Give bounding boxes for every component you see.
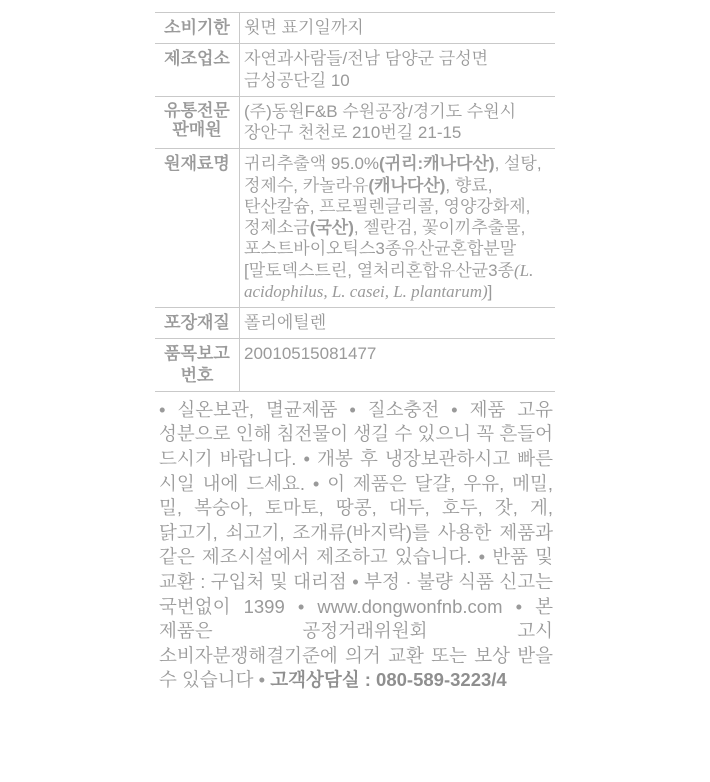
row-value-distributor: (주)동원F&B 수원공장/경기도 수원시 장안구 천천로 210번길 21-15 xyxy=(244,101,517,142)
row-key-manufacturer: 제조업소 xyxy=(155,44,240,97)
row-key-distributor-line1: 유통전문 xyxy=(164,100,230,120)
row-key-distributor-line2: 판매원 xyxy=(172,120,222,140)
row-key-expiration: 소비기한 xyxy=(155,13,240,44)
row-value-ingredients: 귀리추출액 95.0%(귀리:캐나다산), 설탕, 정제수, 카놀라유(캐나다산), 향료, 탄산칼슘, 프로필렌글리콜, 영양강화제, 정제소금(국산), 젤란검, 꽃이끼추출물, 포스트바이오틱스3종유산균혼합분말[말토덱스트린, 열처리혼합유산균3종(L. acidophilus, L. casei, L. plantarum)] xyxy=(244,154,542,301)
table-row xyxy=(155,339,555,392)
product-label xyxy=(155,12,555,701)
row-value-expiration: 윗면 표기일까지 xyxy=(244,18,364,37)
row-key-ingredients: 원재료명 xyxy=(155,149,240,308)
table-row xyxy=(155,96,555,149)
table-row xyxy=(155,149,555,308)
table-row xyxy=(155,44,555,97)
row-value-report-number: 20010515081477 xyxy=(244,344,377,364)
product-notice: • 실온보관, 멸균제품 • 질소충전 • 제품 고유 성분으로 인해 침전물이 생길 수 있으니 꼭 흔들어 드시기 바랍니다. • 개봉 후 냉장보관하시고 빠른 시일 내에 드세요. • 이 제품은 달걀, 우유, 메밀, 밀, 복숭아, 토마토, 땅콩, 대두, 호두, 잣, 게, 닭고기, 쇠고기, 조개류(바지락)를 사용한 제품과 같은 제조시설에서 제조하고 있습니다. • 반품 및 교환 : 구입처 및 대리점 • 부정 · 불량 식품 신고는 국번없이 1399 • www.dongwonfnb.com • 본 제품은 공정거래위원회 고시 소비자분쟁해결기준에 의거 교환 또는 보상 받을 수 있습니다 • 고객상담실 : 080-589-3223/4 xyxy=(159,398,553,691)
row-value-packaging: 폴리에틸렌 xyxy=(244,313,327,332)
row-key-report-number: 품목보고번호 xyxy=(155,339,240,392)
row-key-distributor xyxy=(155,96,240,149)
row-value-manufacturer: 자연과사람들/전남 담양군 금성면 금성공단길 10 xyxy=(244,49,489,90)
product-info-table xyxy=(155,12,555,392)
table-row xyxy=(155,13,555,44)
row-key-packaging: 포장재질 xyxy=(155,308,240,339)
table-row xyxy=(155,308,555,339)
